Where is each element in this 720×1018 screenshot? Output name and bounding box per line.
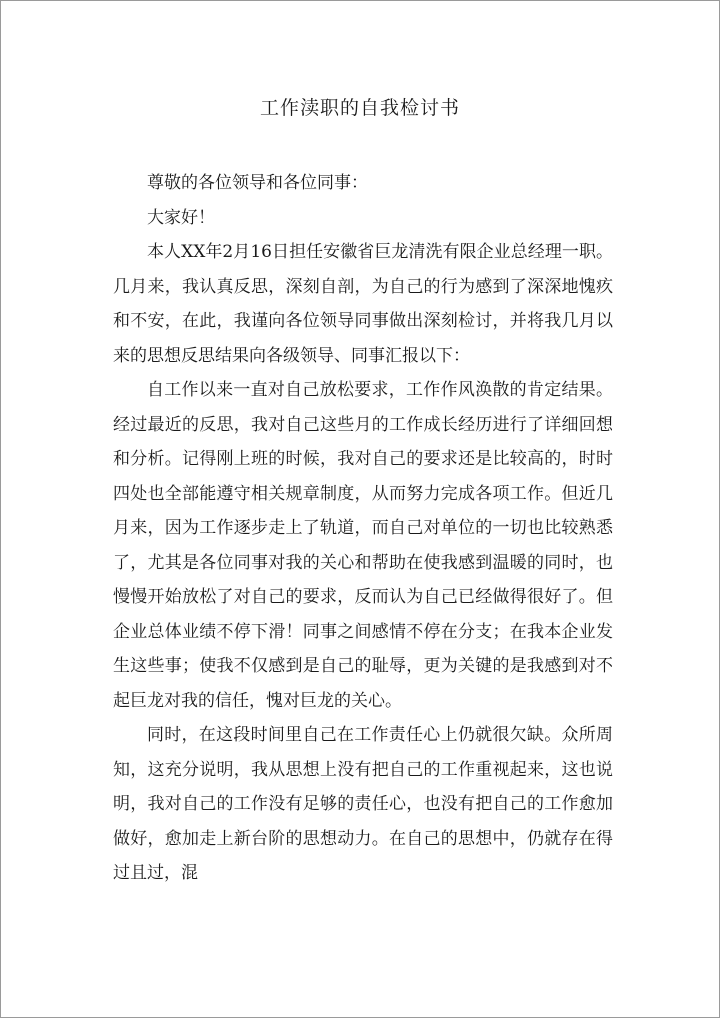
- paragraph-3: 同时，在这段时间里自己在工作责任心上仍就很欠缺。众所周知，这充分说明，我从思想上没有把自己的工作重视起来，这也说明，我对自己的工作没有足够的责任心，也没有把自己的工作愈加做好，愈加走上新台阶的思想动力。在自己的思想中，仍就存在得过且过，混: [113, 725, 613, 883]
- document-title: 工作渎职的自我检讨书: [259, 97, 460, 119]
- salutation: 尊敬的各位领导和各位同事：: [147, 173, 368, 193]
- greeting: 大家好！: [147, 207, 215, 228]
- paragraph-1: 本人XX年2月16日担任安徽省巨龙清洗有限企业总经理一职。几月来，我认真反思，深刻自剖，为自己的行为感到了深深地愧疚和不安，在此，我谨向各位领导同事做出深刻检讨，并将我几月以来的思想反思结果向各级领导、同事汇报以下：: [113, 242, 613, 366]
- document-body: [113, 166, 613, 891]
- paragraph-2: 自工作以来一直对自己放松要求，工作作风涣散的肯定结果。经过最近的反思，我对自己这些月的工作成长经历进行了详细回想和分析。记得刚上班的时候，我对自己的要求还是比较高的，时时四处也全部能遵守相关规章制度，从而努力完成各项工作。但近几月来，因为工作逐步走上了轨道，而自己对单位的一切也比较熟悉了，尤其是各位同事对我的关心和帮助在使我感到温暖的同时，也慢慢开始放松了对自己的要求，反而认为自己已经做得很好了。但企业总体业绩不停下滑！同事之间感情不停在分支；在我本企业发生这些事；使我不仅感到是自己的耻辱，更为关键的是我感到对不起巨龙对我的信任，愧对巨龙的关心。: [113, 380, 613, 711]
